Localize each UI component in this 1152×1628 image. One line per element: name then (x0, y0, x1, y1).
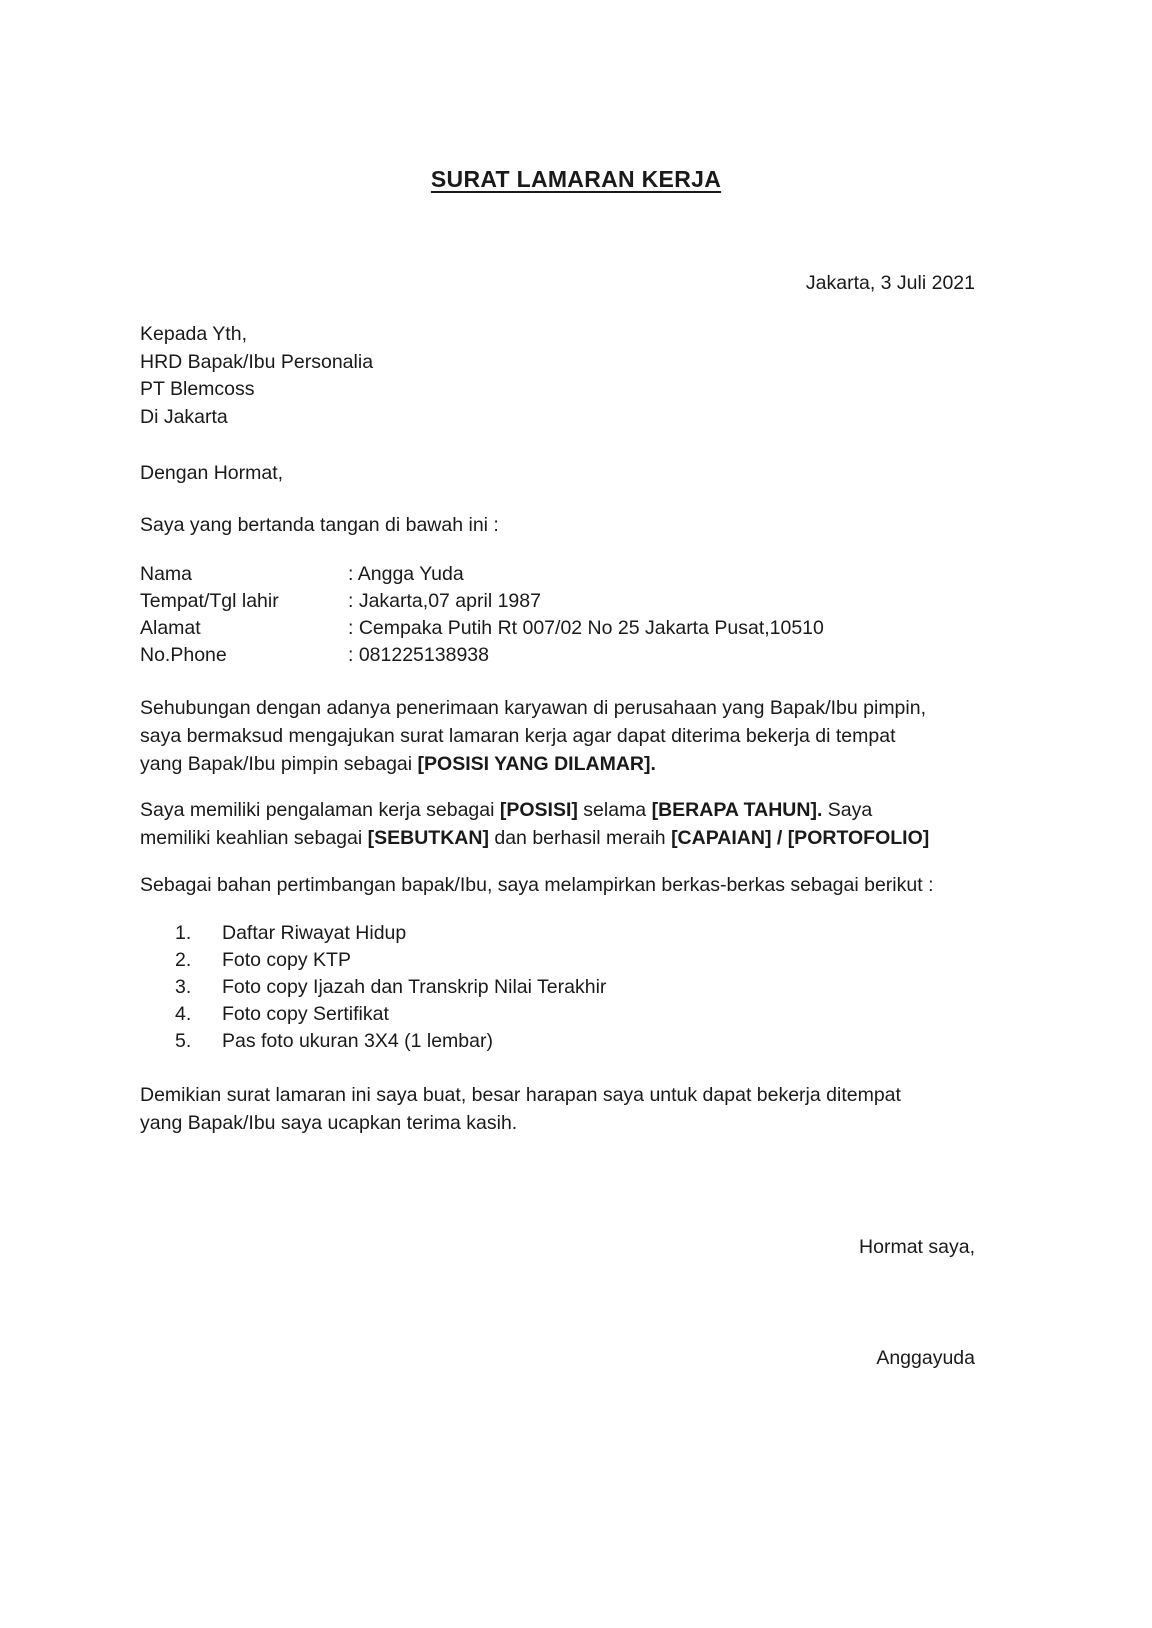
paragraph-line: saya bermaksud mengajukan surat lamaran kerja agar dapat diterima bekerja di tempat (140, 725, 896, 747)
personal-fields (140, 563, 1020, 675)
field-label: Alamat (140, 617, 201, 639)
recipient-line: Kepada Yth, (140, 323, 247, 345)
text: dan berhasil meraih (488, 827, 672, 849)
recipient-line: PT Blemcoss (140, 378, 255, 400)
field-value: : 081225138938 (348, 644, 489, 666)
paragraph-line: yang Bapak/Ibu saya ucapkan terima kasih. (140, 1112, 518, 1134)
paragraph-application (140, 694, 1020, 778)
list-number: 2. (175, 949, 192, 971)
list-text: Foto copy Sertifikat (222, 1003, 389, 1025)
sign-off: Hormat saya, (859, 1236, 975, 1258)
intro-text: Saya yang bertanda tangan di bawah ini : (140, 514, 499, 536)
field-label: No.Phone (140, 644, 227, 666)
list-number: 5. (175, 1030, 192, 1052)
field-label: Tempat/Tgl lahir (140, 590, 279, 612)
list-number: 1. (175, 922, 192, 944)
closing-paragraph (140, 1081, 1020, 1137)
text: Saya memiliki pengalaman kerja sebagai (140, 799, 500, 821)
paragraph-line: Demikian surat lamaran ini saya buat, besar harapan saya untuk dapat bekerja ditempat (140, 1084, 901, 1106)
field-value: : Jakarta,07 april 1987 (348, 590, 541, 612)
list-number: 4. (175, 1003, 192, 1025)
document-title: SURAT LAMARAN KERJA (430, 166, 722, 192)
attachments-intro: Sebagai bahan pertimbangan bapak/Ibu, saya melampirkan berkas-berkas sebagai berikut : (140, 874, 934, 896)
list-number: 3. (175, 976, 192, 998)
placeholder-position-applied: [POSISI YANG DILAMAR]. (417, 753, 656, 775)
paragraph-line (140, 750, 1020, 778)
signature-name: Anggayuda (876, 1347, 975, 1369)
placeholder-achievements: [CAPAIAN] / [PORTOFOLIO] (671, 827, 930, 849)
recipient-line: HRD Bapak/Ibu Personalia (140, 350, 374, 373)
recipient-line: Di Jakarta (140, 405, 228, 428)
list-text: Daftar Riwayat Hidup (222, 922, 407, 944)
list-text: Foto copy Ijazah dan Transkrip Nilai Terakhir (222, 976, 607, 998)
text: memiliki keahlian sebagai (140, 827, 368, 849)
text: selama (577, 799, 652, 821)
attachments-list (140, 922, 1020, 1062)
text: Saya (822, 799, 873, 821)
paragraph-line (140, 824, 1020, 852)
field-value: : Angga Yuda (348, 563, 464, 585)
field-label: Nama (140, 563, 193, 585)
placeholder-years: [BERAPA TAHUN]. (651, 799, 823, 821)
paragraph-line: Sehubungan dengan adanya penerimaan karyawan di perusahaan yang Bapak/Ibu pimpin, (140, 697, 926, 719)
placeholder-skills: [SEBUTKAN] (367, 827, 489, 849)
text: yang Bapak/Ibu pimpin sebagai (140, 753, 418, 775)
placeholder-position: [POSISI] (499, 799, 578, 821)
list-text: Pas foto ukuran 3X4 (1 lembar) (222, 1030, 493, 1052)
field-value: : Cempaka Putih Rt 007/02 No 25 Jakarta Pusat,10510 (348, 617, 824, 639)
salutation: Dengan Hormat, (140, 462, 284, 484)
list-text: Foto copy KTP (222, 949, 351, 971)
paragraph-experience (140, 796, 1020, 852)
recipient-block (140, 321, 373, 431)
paragraph-line (140, 796, 1020, 824)
place-date: Jakarta, 3 Juli 2021 (805, 272, 975, 294)
